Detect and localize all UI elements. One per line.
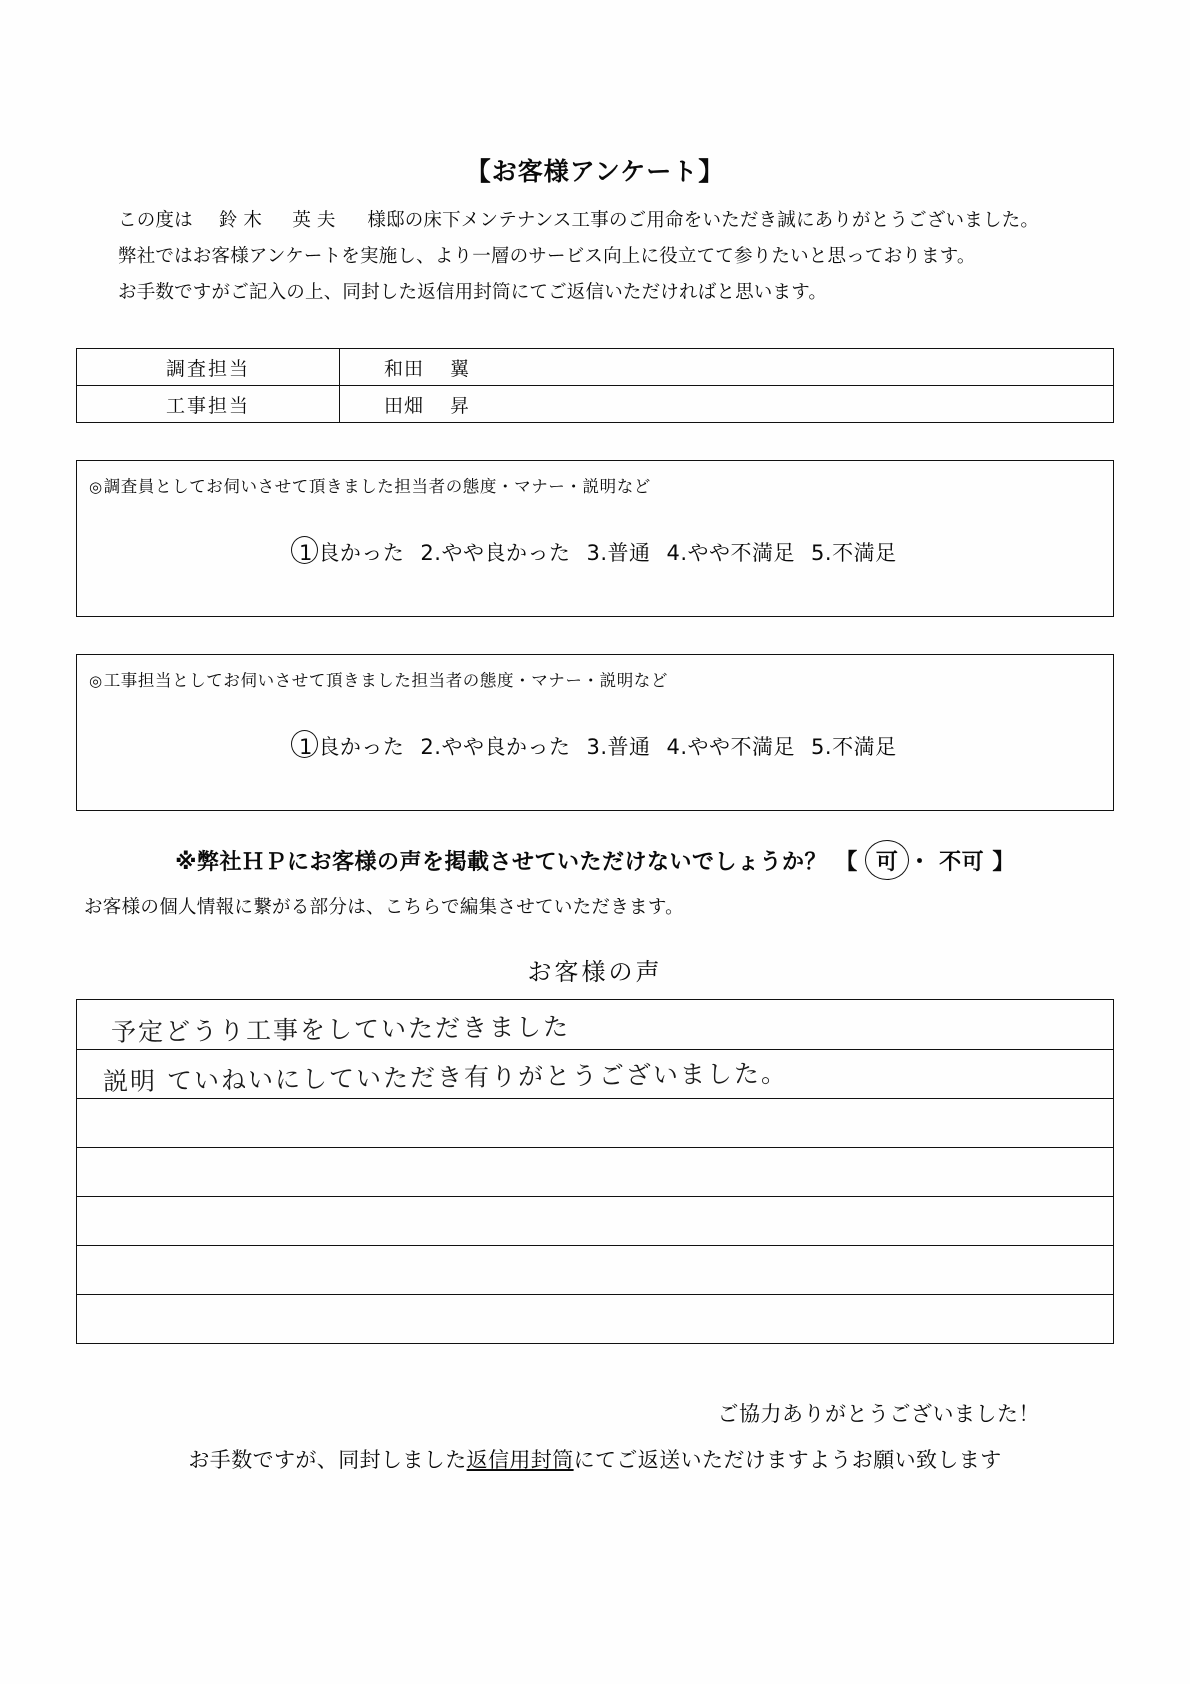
question-heading-text: 調査員としてお伺いさせて頂きました担当者の態度・マナー・説明など (103, 477, 651, 496)
staff-surname: 田畑 (384, 394, 425, 417)
rating-option-2-label: やや良かった (441, 735, 571, 759)
staff-name-value (340, 349, 1114, 386)
rating-options (77, 731, 1113, 761)
rating-option-2-label: やや良かった (441, 541, 571, 565)
voice-rule (77, 1196, 1113, 1197)
staff-given-name: 翼 (450, 357, 471, 380)
voice-rule (77, 1245, 1113, 1246)
rating-option-4-num: 4. (666, 541, 688, 565)
question-box-survey-staff (76, 460, 1114, 617)
rating-option-5-num: 5. (811, 541, 833, 565)
hp-option-no[interactable]: 不可 (939, 850, 985, 875)
rating-option-5-label: 不満足 (832, 541, 897, 565)
rating-option-3[interactable] (586, 735, 650, 759)
bracket-close: 】 (992, 850, 1015, 875)
footer-thanks: ご協力ありがとうございました！ (717, 1402, 1040, 1426)
selected-rating-marker: 1 (293, 735, 318, 759)
footer-note-before: お手数ですが、同封しました (188, 1448, 467, 1472)
hp-permission-note: お客様の個人情報に繋がる部分は、こちらで編集させていただきます。 (84, 897, 684, 918)
footer-note-underlined: 返信用封筒 (466, 1448, 574, 1472)
selected-rating-marker: 1 (293, 541, 318, 565)
question-heading-text: 工事担当としてお伺いさせて頂きました担当者の態度・マナー・説明など (103, 671, 669, 690)
handwritten-line-1: 予定どうり工事をしていただきました (110, 1012, 571, 1047)
bracket-open: 【 (835, 850, 858, 875)
table-row (77, 386, 1114, 423)
hp-option-separator: ・ (908, 850, 931, 875)
bullet-mark-icon: ◎ (89, 672, 103, 690)
rating-option-4-num: 4. (666, 735, 688, 759)
voice-rule (77, 1049, 1113, 1050)
staff-role-label: 調査担当 (77, 349, 340, 386)
voice-rule (77, 1294, 1113, 1295)
staff-name-value (340, 386, 1114, 423)
rating-option-4-label: やや不満足 (687, 735, 796, 759)
question-heading (89, 473, 651, 497)
rating-option-2-num: 2. (420, 541, 442, 565)
rating-option-4-label: やや不満足 (687, 541, 796, 565)
intro-line-2: 弊社ではお客様アンケートを実施し、より一層のサービス向上に役立てて参りたいと思っております。 (118, 246, 976, 267)
footer-note (0, 1444, 1190, 1474)
voice-rule (77, 1147, 1113, 1148)
voice-section-title: お客様の声 (527, 958, 663, 986)
intro-line-1-after: 様邸の床下メンテナンス工事のご用命をいただき誠にありがとうございました。 (367, 210, 1040, 231)
rating-options (77, 537, 1113, 567)
question-box-construction-staff (76, 654, 1114, 811)
rating-option-5[interactable] (811, 735, 897, 759)
staff-surname: 和田 (384, 357, 425, 380)
hp-permission-choices (835, 850, 1015, 875)
hp-permission-question-text: ※弊社ＨＰにお客様の声を掲載させていただけないでしょうか？ (175, 850, 828, 875)
table-row (77, 349, 1114, 386)
rating-option-3[interactable] (586, 541, 650, 565)
rating-option-1[interactable] (293, 735, 404, 759)
customer-name: 鈴木 英夫 (218, 210, 342, 231)
intro-line-3: お手数ですがご記入の上、同封した返信用封筒にてご返信いただければと思います。 (118, 282, 828, 303)
rating-option-1-label: 良かった (318, 541, 405, 565)
question-heading (89, 667, 668, 691)
rating-option-3-label: 普通 (607, 735, 651, 759)
staff-table (76, 348, 1114, 423)
staff-given-name: 昇 (450, 394, 471, 417)
intro-paragraph (118, 203, 1078, 311)
rating-option-3-num: 3. (586, 541, 608, 565)
hp-permission-question (0, 845, 1190, 876)
hp-option-yes[interactable]: 可 (870, 845, 905, 876)
voice-rule (77, 1098, 1113, 1099)
voice-textarea[interactable] (76, 999, 1114, 1344)
rating-option-4[interactable] (667, 735, 796, 759)
rating-option-1[interactable] (293, 541, 404, 565)
staff-role-label: 工事担当 (77, 386, 340, 423)
rating-option-1-label: 良かった (318, 735, 405, 759)
page-title: 【お客様アンケート】 (465, 157, 725, 186)
rating-option-5-num: 5. (811, 735, 833, 759)
rating-option-4[interactable] (667, 541, 796, 565)
rating-option-2-num: 2. (420, 735, 442, 759)
rating-option-3-num: 3. (586, 735, 608, 759)
handwritten-line-2: 説明 ていねいにしていただき有りがとうございました。 (102, 1058, 789, 1097)
rating-option-2[interactable] (420, 735, 570, 759)
rating-option-2[interactable] (420, 541, 570, 565)
bullet-mark-icon: ◎ (89, 478, 103, 496)
footer-note-after: にてご返送いただけますようお願い致します (573, 1448, 1002, 1472)
intro-line-1 (118, 203, 1078, 239)
intro-line-1-before: この度は (118, 210, 193, 231)
rating-option-5-label: 不満足 (832, 735, 897, 759)
rating-option-5[interactable] (811, 541, 897, 565)
rating-option-3-label: 普通 (607, 541, 651, 565)
